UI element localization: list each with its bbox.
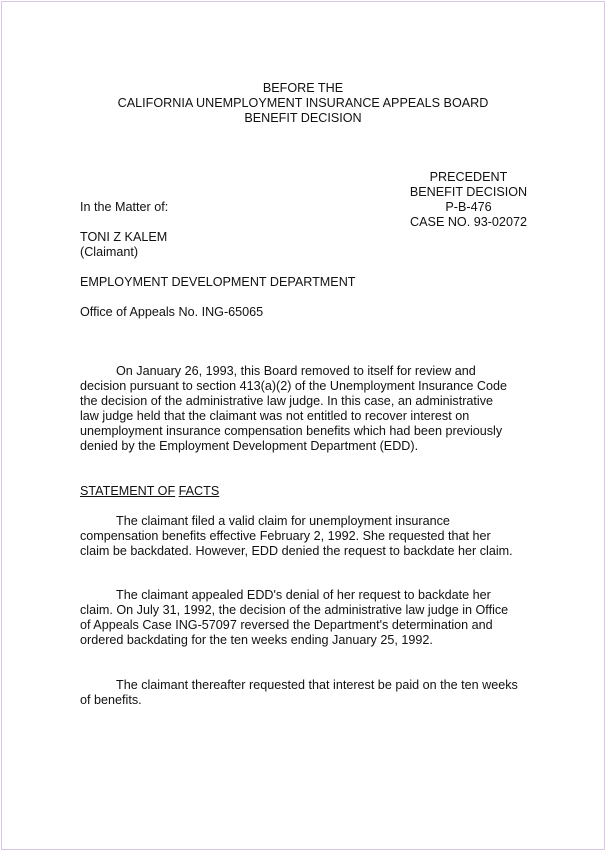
facts2-line-1: The claimant appealed EDD's denial of her request to backdate her	[116, 588, 491, 602]
intro-line-5: unemployment insurance compensation benefits which had been previously	[80, 424, 503, 438]
precedent-block	[406, 170, 531, 230]
intro-line-3: the decision of the administrative law judge. In this case, an administrative	[80, 394, 494, 408]
document-header	[2, 81, 604, 126]
facts1-line-2: compensation benefits effective February 2, 1992. She requested that her	[80, 529, 491, 543]
matter-label: In the Matter of:	[80, 200, 169, 214]
facts1-line-1: The claimant filed a valid claim for unemployment insurance	[116, 514, 450, 528]
document-page	[1, 1, 605, 850]
intro-line-4: law judge held that the claimant was not entitled to recover interest on	[80, 409, 470, 423]
header-line-1: BEFORE THE	[262, 81, 344, 95]
claimant-name: TONI Z KALEM	[80, 230, 168, 244]
header-line-2: CALIFORNIA UNEMPLOYMENT INSURANCE APPEALS BOARD	[117, 96, 489, 110]
precedent-line-3: P-B-476	[445, 200, 492, 214]
intro-line-6: denied by the Employment Development Department (EDD).	[80, 439, 419, 453]
office-of-appeals: Office of Appeals No. ING-65065	[80, 305, 264, 319]
facts2-line-2: claim. On July 31, 1992, the decision of the administrative law judge in Office	[80, 603, 509, 617]
precedent-line-2: BENEFIT DECISION	[409, 185, 528, 199]
department-name: EMPLOYMENT DEVELOPMENT DEPARTMENT	[80, 275, 356, 289]
header-line-3: BENEFIT DECISION	[244, 111, 362, 125]
precedent-line-1: PRECEDENT	[429, 170, 508, 184]
heading-part-2: FACTS	[178, 484, 220, 498]
heading-part-1: STATEMENT OF	[80, 484, 176, 498]
intro-line-1: On January 26, 1993, this Board removed to itself for review and	[116, 364, 476, 378]
precedent-line-4: CASE NO. 93-02072	[410, 215, 527, 229]
facts1-line-3: claim be backdated. However, EDD denied the request to backdate her claim.	[80, 544, 513, 558]
facts2-line-3: of Appeals Case ING-57097 reversed the Department's determination and	[80, 618, 493, 632]
statement-of-facts-heading	[80, 484, 219, 499]
intro-line-2: decision pursuant to section 413(a)(2) of the Unemployment Insurance Code	[80, 379, 508, 393]
claimant-role: (Claimant)	[80, 245, 139, 259]
facts3-line-1: The claimant thereafter requested that interest be paid on the ten weeks	[116, 678, 518, 692]
facts2-line-4: ordered backdating for the ten weeks ending January 25, 1992.	[80, 633, 433, 647]
facts3-line-2: of benefits.	[80, 693, 142, 707]
